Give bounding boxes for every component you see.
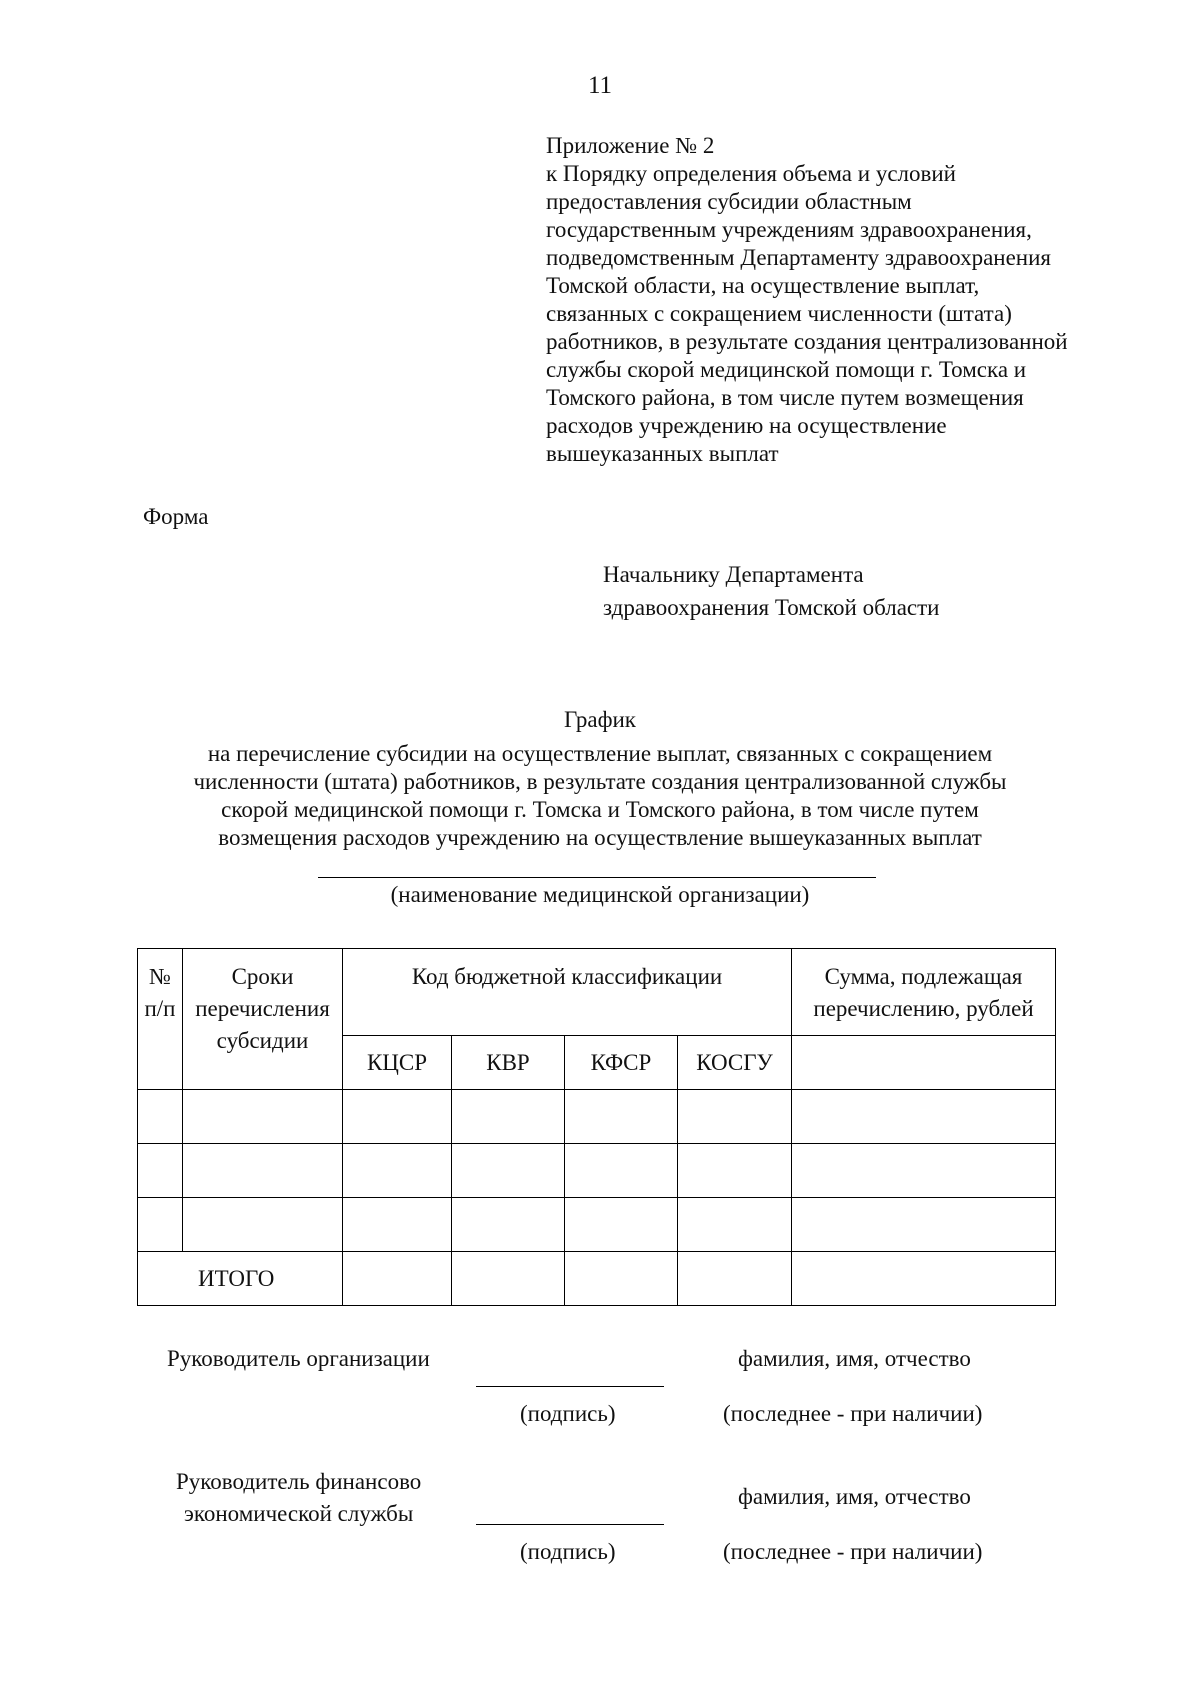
page-number: 11 (587, 72, 613, 99)
addressee-block (603, 558, 939, 624)
table-cell (792, 1090, 1056, 1144)
head-label: Руководитель организации (167, 1346, 430, 1371)
finance-signature-line (476, 1524, 664, 1525)
appendix-line: Томской области, на осуществление выплат, (546, 273, 980, 298)
table-cell (678, 1198, 792, 1252)
addressee-line1: Начальнику Департамента (603, 562, 864, 587)
organization-name-caption: (наименование медицинской организации) (390, 882, 810, 907)
table-cell (792, 1144, 1056, 1198)
total-label: ИТОГО (138, 1252, 343, 1306)
table-cell (138, 1198, 183, 1252)
header-terms: Сроки перечисления субсидии (183, 949, 343, 1090)
addressee-line2: здравоохранения Томской области (603, 595, 940, 620)
organization-name-line (318, 877, 876, 878)
table-cell (343, 1144, 452, 1198)
table-cell (565, 1252, 678, 1306)
table-cell (678, 1252, 792, 1306)
head-name-note: (последнее - при наличии) (723, 1401, 983, 1426)
table-cell (452, 1252, 565, 1306)
appendix-line: подведомственным Департаменту здравоохранения (546, 245, 1052, 270)
table-cell (183, 1144, 343, 1198)
subheader-kcsr: КЦСР (343, 1036, 452, 1090)
appendix-line: расходов учреждению на осуществление (546, 413, 947, 438)
header-budget-code: Код бюджетной классификации (343, 949, 792, 1036)
head-name-caption: фамилия, имя, отчество (738, 1346, 971, 1371)
finance-name-caption: фамилия, имя, отчество (738, 1484, 971, 1509)
finance-signature-caption: (подпись) (520, 1539, 616, 1564)
table-cell (343, 1090, 452, 1144)
title-line: численности (штата) работников, в результате создания централизованной службы (193, 769, 1007, 794)
table-cell (343, 1198, 452, 1252)
payment-schedule-table (137, 948, 1056, 1306)
table-row (138, 1090, 1056, 1144)
table-cell (792, 1252, 1056, 1306)
head-signature-caption: (подпись) (520, 1401, 616, 1426)
table-cell (183, 1198, 343, 1252)
table-cell (452, 1198, 565, 1252)
table-cell (678, 1090, 792, 1144)
table-cell (452, 1144, 565, 1198)
document-title (0, 706, 1200, 852)
table-cell (138, 1090, 183, 1144)
title-heading: График (564, 707, 636, 732)
subheader-kvr: КВР (452, 1036, 565, 1090)
head-signature-line (476, 1386, 664, 1387)
table-cell (138, 1144, 183, 1198)
appendix-line: службы скорой медицинской помощи г. Томска и (546, 357, 1027, 382)
title-line: возмещения расходов учреждению на осуществление вышеуказанных выплат (218, 825, 982, 850)
appendix-line: государственным учреждениям здравоохранения, (546, 217, 1032, 242)
table-cell (565, 1090, 678, 1144)
appendix-line: работников, в результате создания централизованной (546, 329, 1068, 354)
appendix-line: Приложение № 2 (546, 133, 715, 158)
table-cell (565, 1144, 678, 1198)
table-row (138, 1144, 1056, 1198)
appendix-line: предоставления субсидии областным (546, 189, 912, 214)
subheader-kosgu: КОСГУ (678, 1036, 792, 1090)
title-line: скорой медицинской помощи г. Томска и Томского района, в том числе путем (221, 797, 979, 822)
table-header-row (138, 949, 1056, 1036)
header-number: № п/п (138, 949, 183, 1090)
appendix-line: связанных с сокращением численности (штата) (546, 301, 1012, 326)
table-cell (565, 1198, 678, 1252)
appendix-header (546, 132, 1166, 468)
finance-label: Руководитель финансово экономической службы (176, 1469, 422, 1526)
appendix-line: вышеуказанных выплат (546, 441, 779, 466)
table-cell (792, 1036, 1056, 1090)
subheader-kfsr: КФСР (565, 1036, 678, 1090)
table-cell (792, 1198, 1056, 1252)
table-cell (452, 1090, 565, 1144)
form-label: Форма (143, 504, 209, 529)
appendix-line: к Порядку определения объема и условий (546, 161, 956, 186)
header-sum: Сумма, подлежащая перечислению, рублей (792, 949, 1056, 1036)
table-cell (678, 1144, 792, 1198)
title-line: на перечисление субсидии на осуществление выплат, связанных с сокращением (207, 741, 993, 766)
table-total-row (138, 1252, 1056, 1306)
finance-name-note: (последнее - при наличии) (723, 1539, 983, 1564)
table-row (138, 1198, 1056, 1252)
table-cell (343, 1252, 452, 1306)
table-cell (183, 1090, 343, 1144)
appendix-line: Томского района, в том числе путем возмещения (546, 385, 1024, 410)
